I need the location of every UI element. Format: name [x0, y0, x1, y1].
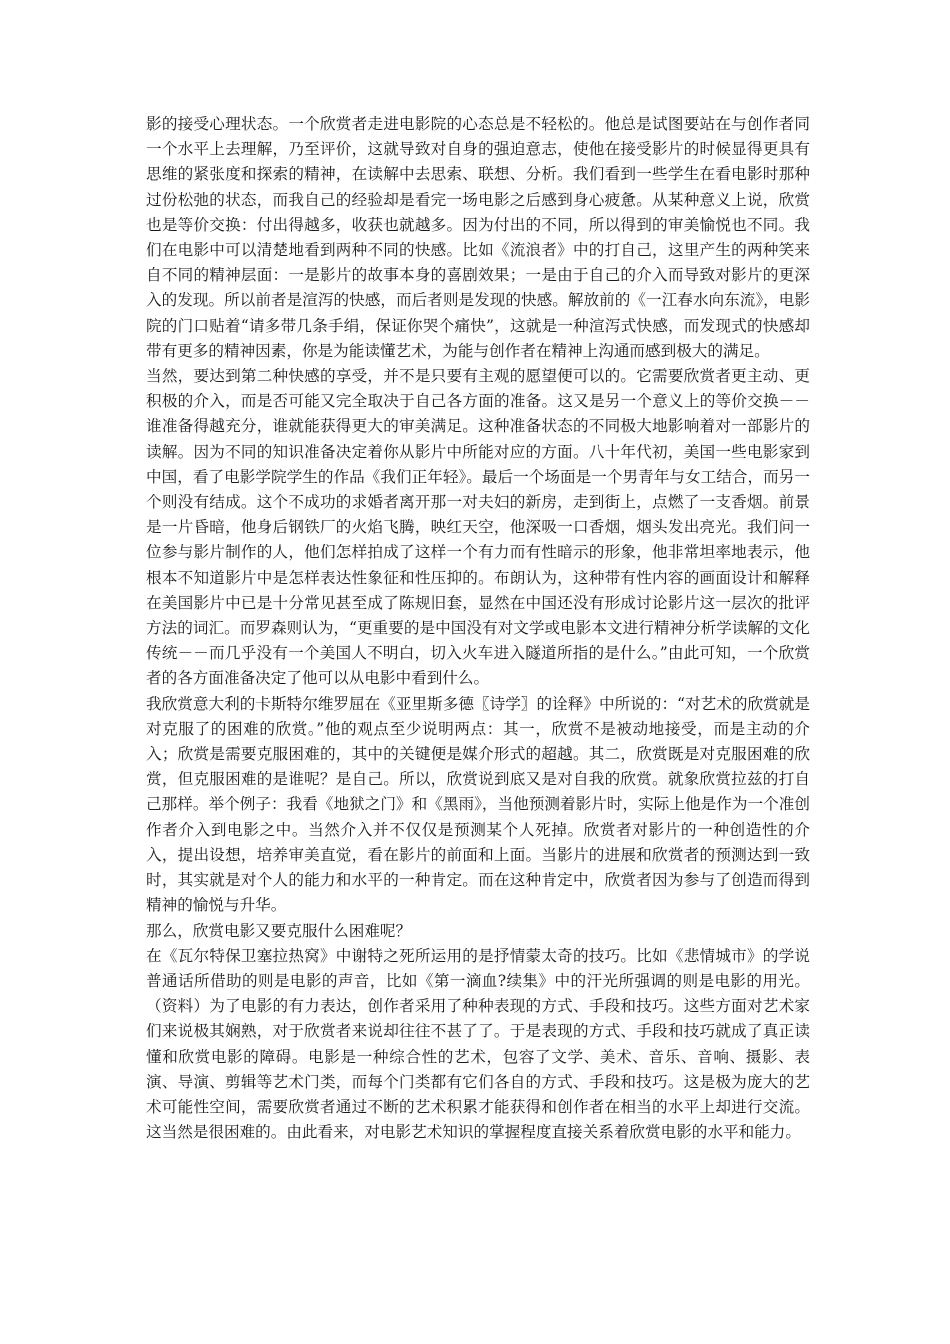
- paragraph-1: 影的接受心理状态。一个欣赏者走进电影院的心态总是不轻松的。他总是试图要站在与创作者同一个水平上去理解，乃至评价，这就导致对自身的强迫意志，使他在接受影片的时候显得更具有思维的紧张度和探索的精神，在读解中去思索、联想、分析。我们看到一些学生在看电影时那种过份松弛的状态，而我自己的经验却是看完一场电影之后感到身心疲惫。从某种意义上说，欣赏也是等价交换：付出得越多，收获也就越多。因为付出的不同，所以得到的审美愉悦也不同。我们在电影中可以清楚地看到两种不同的快感。比如《流浪者》中的打自己，这里产生的两种笑来自不同的精神层面：一是影片的故事本身的喜剧效果；一是由于自己的介入而导致对影片的更深入的发现。所以前者是渲泻的快感，而后者则是发现的快感。解放前的《一江春水向东流》，电影院的门口贴着“请多带几条手绢，保证你哭个痛快”，这就是一种渲泻式快感，而发现式的快感却带有更多的精神因素，你是为能读懂艺术，为能与创作者在精神上沟通而感到极大的满足。: [146, 115, 810, 360]
- paragraph-4: 那么，欣赏电影又要克服什么困难呢？: [146, 921, 412, 940]
- paragraph-3: 我欣赏意大利的卡斯特尔维罗屈在《亚里斯多德〖诗学〗的诠释》中所说的：“对艺术的欣赏就是对克服了的困难的欣赏。”他的观点至少说明两点：其一，欣赏不是被动地接受，而是主动的介入；欣赏是需要克服困难的，其中的关键便是媒介形式的超越。其二，欣赏既是对克服困难的欣赏，但克服困难的是谁呢？是自己。所以，欣赏说到底又是对自我的欣赏。就象欣赏拉兹的打自己那样。举个例子：我看《地狱之门》和《黑雨》，当他预测着影片时，实际上他是作为一个准创作者介入到电影之中。当然介入并不仅仅是预测某个人死掉。欣赏者对影片的一种创造性的介入，提出设想，培养审美直觉，看在影片的前面和上面。当影片的进展和欣赏者的预测达到一致时，其实就是对个人的能力和水平的一种肯定。而在这种肯定中，欣赏者因为参与了创造而得到精神的愉悦与升华。: [146, 694, 810, 915]
- document-body: [146, 112, 810, 1145]
- paragraph-2: 当然，要达到第二种快感的享受，并不是只要有主观的愿望便可以的。它需要欣赏者更主动、更积极的介入，而是否可能又完全取决于自己各方面的准备。这又是另一个意义上的等价交换－－谁准备得越充分，谁就能获得更大的审美满足。这种准备状态的不同极大地影响着对一部影片的读解。因为不同的知识准备决定着你从影片中所能对应的方面。八十年代初，美国一些电影家到中国，看了电影学院学生的作品《我们正年轻》。最后一个场面是一个男青年与女工结合，而另一个则没有结成。这个不成功的求婚者离开那一对夫妇的新房，走到街上，点燃了一支香烟。前景是一片昏暗，他身后钢铁厂的火焰飞腾，映红天空，他深吸一口香烟，烟头发出亮光。我们问一位参与影片制作的人，他们怎样拍成了这样一个有力而有性暗示的形象，他非常坦率地表示，他根本不知道影片中是怎样表达性象征和性压抑的。布朗认为，这种带有性内容的画面设计和解释在美国影片中已是十分常见甚至成了陈规旧套，显然在中国还没有形成讨论影片这一层次的批评方法的词汇。而罗森则认为，“更重要的是中国没有对文学或电影本文进行精神分析学读解的文化传统－－而几乎没有一个美国人不明白，切入火车进入隧道所指的是什么。”由此可知，一个欣赏者的各方面准备决定了他可以从电影中看到什么。: [146, 367, 810, 688]
- paragraph-5: 在《瓦尔特保卫塞拉热窝》中谢特之死所运用的是抒情蒙太奇的技巧。比如《悲情城市》的学说普通话所借助的则是电影的声音，比如《第一滴血?续集》中的汗光所强调的则是电影的用光。（资料）为了电影的有力表达，创作者采用了种种表现的方式、手段和技巧。这些方面对艺术家们来说极其娴熟，对于欣赏者来说却往往不甚了了。于是表现的方式、手段和技巧就成了真正读懂和欣赏电影的障碍。电影是一种综合性的艺术，包容了文学、美术、音乐、音响、摄影、表演、导演、剪辑等艺术门类，而每个门类都有它们各自的方式、手段和技巧。这是极为庞大的艺术可能性空间，需要欣赏者通过不断的艺术积累才能获得和创作者在相当的水平上却进行交流。这当然是很困难的。由此看来，对电影艺术知识的掌握程度直接关系着欣赏电影的水平和能力。: [146, 946, 810, 1142]
